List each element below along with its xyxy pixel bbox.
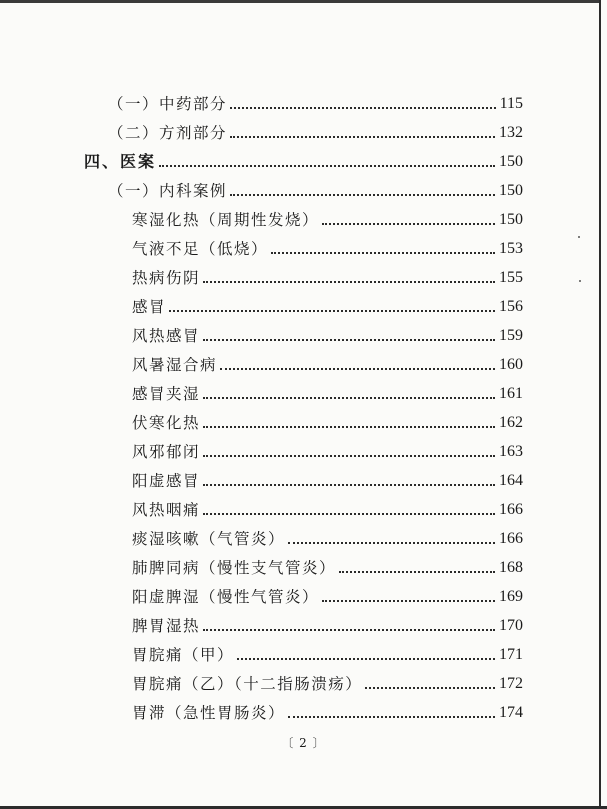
dot-leader bbox=[169, 309, 495, 312]
dot-leader bbox=[230, 106, 496, 109]
toc-entry bbox=[108, 179, 523, 201]
toc-entry-title: 脾胃湿热 bbox=[132, 617, 201, 635]
dot-leader bbox=[230, 135, 495, 138]
dot-leader bbox=[230, 193, 495, 196]
dot-leader bbox=[271, 251, 495, 254]
toc-entry-page: 174 bbox=[499, 704, 523, 721]
toc-entry bbox=[132, 585, 523, 607]
dot-leader bbox=[339, 570, 495, 573]
toc-entry-page: 155 bbox=[499, 269, 523, 286]
toc-entry-title: 肺脾同病（慢性支气管炎） bbox=[132, 559, 337, 577]
toc-entry-title: 阳虚感冒 bbox=[132, 472, 201, 490]
toc-entry-page: 166 bbox=[499, 530, 523, 547]
toc-entry bbox=[132, 353, 523, 375]
toc-entry-page: 132 bbox=[499, 124, 523, 141]
toc-entry-page: 162 bbox=[499, 414, 523, 431]
toc-entry bbox=[132, 701, 523, 723]
toc-entry-page: 153 bbox=[499, 240, 523, 257]
toc-entry-title: 风热咽痛 bbox=[132, 501, 201, 519]
toc-entry-title: （一）中药部分 bbox=[108, 95, 228, 113]
toc-entry-page: 163 bbox=[499, 443, 523, 460]
toc-entry bbox=[132, 411, 523, 433]
toc-entry-page: 172 bbox=[499, 675, 523, 692]
toc-entry-title: 热病伤阴 bbox=[132, 269, 201, 287]
toc-entry-page: 150 bbox=[499, 182, 523, 199]
toc-entry bbox=[108, 121, 523, 143]
toc-entry-title: （一）内科案例 bbox=[108, 182, 228, 200]
scan-speck bbox=[578, 236, 580, 238]
toc-entry bbox=[132, 266, 523, 288]
dot-leader bbox=[159, 164, 495, 167]
scan-speck bbox=[579, 280, 581, 282]
toc-entry bbox=[132, 469, 523, 491]
toc-entry-title: 伏寒化热 bbox=[132, 414, 201, 432]
toc-entry bbox=[108, 92, 523, 114]
toc-entry bbox=[132, 556, 523, 578]
toc-entry-page: 150 bbox=[499, 211, 523, 228]
toc-entry bbox=[132, 498, 523, 520]
toc-entry bbox=[132, 614, 523, 636]
page-edge-top bbox=[0, 0, 601, 3]
toc-entry-title: 痰湿咳嗽（气管炎） bbox=[132, 530, 286, 548]
toc-entry-page: 160 bbox=[499, 356, 523, 373]
toc-entry bbox=[132, 527, 523, 549]
toc-entry bbox=[132, 237, 523, 259]
toc-entry bbox=[132, 382, 523, 404]
toc-entry-title: 风暑湿合病 bbox=[132, 356, 218, 374]
toc-entry bbox=[132, 440, 523, 462]
dot-leader bbox=[237, 657, 495, 660]
toc-entry-title: 胃滞（急性胃肠炎） bbox=[132, 704, 286, 722]
toc-entry-title: 四、医案 bbox=[84, 152, 157, 171]
dot-leader bbox=[203, 280, 495, 283]
dot-leader bbox=[203, 512, 495, 515]
toc-entry-page: 164 bbox=[499, 472, 523, 489]
toc-entry-title: （二）方剂部分 bbox=[108, 124, 228, 142]
toc-entry bbox=[132, 324, 523, 346]
page-edge-right bbox=[599, 0, 601, 809]
dot-leader bbox=[365, 686, 495, 689]
dot-leader bbox=[288, 715, 495, 718]
toc-entry-title: 寒湿化热（周期性发烧） bbox=[132, 211, 320, 229]
toc-entry-title: 胃脘痛（乙）（十二指肠溃疡） bbox=[132, 675, 363, 693]
page-number-footer: 〔 2 〕 bbox=[281, 736, 326, 750]
toc-entry-page: 156 bbox=[499, 298, 523, 315]
toc-entry-page: 115 bbox=[499, 95, 523, 112]
toc-entry-page: 166 bbox=[499, 501, 523, 518]
toc-entry-page: 168 bbox=[499, 559, 523, 576]
dot-leader bbox=[203, 628, 495, 631]
dot-leader bbox=[288, 541, 495, 544]
toc-entry-title: 气液不足（低烧） bbox=[132, 240, 269, 258]
dot-leader bbox=[203, 454, 495, 457]
dot-leader bbox=[322, 222, 495, 225]
dot-leader bbox=[220, 367, 495, 370]
dot-leader bbox=[203, 396, 495, 399]
toc-entry bbox=[132, 295, 523, 317]
toc-entry bbox=[132, 672, 523, 694]
toc-entry bbox=[132, 643, 523, 665]
toc-entry-title: 感冒 bbox=[132, 298, 167, 316]
dot-leader bbox=[322, 599, 495, 602]
toc-entry-title: 风邪郁闭 bbox=[132, 443, 201, 461]
toc-entry-title: 感冒夹湿 bbox=[132, 385, 201, 403]
dot-leader bbox=[203, 425, 495, 428]
toc-entry-title: 胃脘痛（甲） bbox=[132, 646, 235, 664]
dot-leader bbox=[203, 338, 495, 341]
toc-entry bbox=[132, 208, 523, 230]
dot-leader bbox=[203, 483, 495, 486]
toc-entry-page: 169 bbox=[499, 588, 523, 605]
toc-entry-title: 阳虚脾湿（慢性气管炎） bbox=[132, 588, 320, 606]
toc-entry-page: 170 bbox=[499, 617, 523, 634]
toc-entry-page: 159 bbox=[499, 327, 523, 344]
toc-entry-section bbox=[84, 150, 523, 172]
toc-entry-page: 161 bbox=[499, 385, 523, 402]
toc-entry-page: 171 bbox=[499, 646, 523, 663]
toc-entry-title: 风热感冒 bbox=[132, 327, 201, 345]
toc-entry-page: 150 bbox=[499, 153, 523, 170]
